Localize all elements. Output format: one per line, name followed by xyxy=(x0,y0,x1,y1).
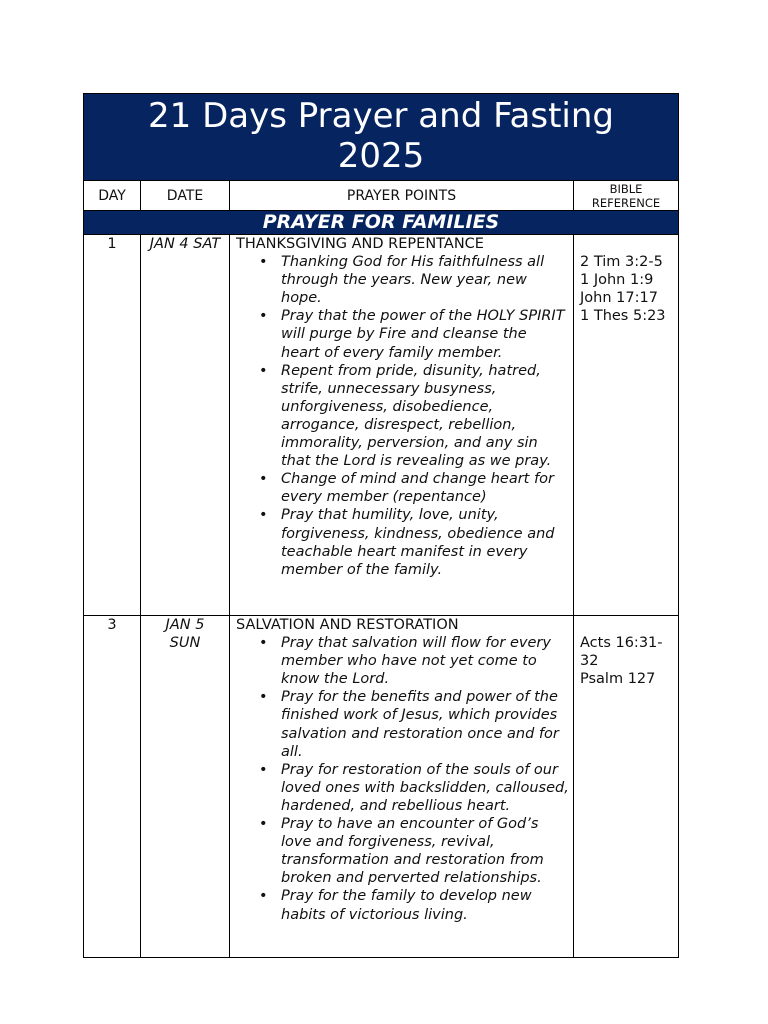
prayer-point-text: Thanking God for His faithfulness all through the years. New year, new hope. xyxy=(281,254,545,307)
prayer-point-text: Pray that salvation will flow for every member who have not yet come to know the Lord. xyxy=(281,635,551,688)
bullet-icon: • xyxy=(259,635,268,652)
bible-reference: 1 John 1:9 xyxy=(580,272,654,289)
bullet-icon: • xyxy=(259,888,268,905)
prayer-point-text: Pray that the power of the HOLY SPIRIT will purge by Fire and cleanse the heart of every family member. xyxy=(281,308,565,361)
list-item xyxy=(259,761,569,815)
table-row xyxy=(84,235,679,616)
list-item xyxy=(259,253,569,307)
header-bible-reference-line-1: BIBLE xyxy=(609,181,643,196)
section-row xyxy=(84,211,679,235)
day-number: 3 xyxy=(84,616,141,958)
day-number: 1 xyxy=(84,235,141,616)
header-day: DAY xyxy=(84,181,141,211)
bible-reference: 2 Tim 3:2-5 xyxy=(580,254,663,270)
list-item xyxy=(259,506,569,578)
prayer-schedule-table xyxy=(83,93,679,958)
section-title: PRAYER FOR FAMILIES xyxy=(84,211,679,235)
bullet-icon: • xyxy=(259,254,268,271)
prayer-point-text: Pray for the family to develop new habits of victorious living. xyxy=(281,888,532,923)
header-bible-reference xyxy=(574,181,679,211)
bullet-icon: • xyxy=(259,689,268,706)
prayer-points-cell xyxy=(230,235,574,616)
title-line-1: 21 Days Prayer and Fasting xyxy=(148,96,614,136)
bullet-icon: • xyxy=(259,308,268,325)
bible-reference-cell xyxy=(574,235,679,616)
prayer-point-text: Pray for the benefits and power of the finished work of Jesus, which provides salvation and restoration once and for all. xyxy=(281,689,559,760)
day-date: JAN 4 SAT xyxy=(141,235,230,616)
list-item xyxy=(259,470,569,506)
bible-reference: 1 Thes 5:23 xyxy=(580,308,666,325)
prayer-point-text: Pray that humility, love, unity, forgiveness, kindness, obedience and teachable heart manifest in every member of the family. xyxy=(281,507,555,578)
bible-reference-cell xyxy=(574,616,679,958)
document-title xyxy=(84,94,679,181)
prayer-topic: SALVATION AND RESTORATION xyxy=(236,617,459,633)
bullet-icon: • xyxy=(259,471,268,488)
header-prayer-points: PRAYER POINTS xyxy=(230,181,574,211)
prayer-points-cell xyxy=(230,616,574,958)
prayer-point-text: Change of mind and change heart for every member (repentance) xyxy=(281,471,554,506)
prayer-point-text: Repent from pride, disunity, hatred, strife, unnecessary busyness, unforgiveness, disobedience, arrogance, disrespect, rebellion, immorality, perversion, and any sin that the Lord is revealing as we pray. xyxy=(281,362,552,470)
prayer-topic: THANKSGIVING AND REPENTANCE xyxy=(236,236,484,252)
day-date xyxy=(141,616,230,958)
title-line-2: 2025 xyxy=(337,136,425,176)
prayer-point-text: Pray for restoration of the souls of our loved ones with backslidden, calloused, hardened, and rebellious heart. xyxy=(281,761,569,814)
date-line-2: SUN xyxy=(169,635,201,651)
list-item xyxy=(259,887,569,923)
list-item xyxy=(259,362,569,471)
bullet-icon: • xyxy=(259,507,268,524)
column-header-row xyxy=(84,181,679,211)
date-line-1: JAN 5 xyxy=(165,617,205,633)
bible-reference: Psalm 127 xyxy=(580,671,656,688)
bible-reference: John 17:17 xyxy=(580,290,658,307)
header-bible-reference-line-2: REFERENCE xyxy=(591,195,661,210)
prayer-points-list xyxy=(236,634,569,924)
table-row xyxy=(84,616,679,958)
bullet-icon: • xyxy=(259,816,268,833)
list-item xyxy=(259,307,569,361)
list-item xyxy=(259,634,569,688)
prayer-points-list xyxy=(236,253,569,579)
header-date: DATE xyxy=(141,181,230,211)
title-row xyxy=(84,94,679,181)
list-item xyxy=(259,815,569,887)
bible-reference: Acts 16:31-32 xyxy=(580,635,663,670)
prayer-point-text: Pray to have an encounter of God’s love and forgiveness, revival, transformation and restoration from broken and perverted relationships. xyxy=(281,816,544,887)
bullet-icon: • xyxy=(259,761,268,778)
bullet-icon: • xyxy=(259,362,268,379)
list-item xyxy=(259,688,569,760)
